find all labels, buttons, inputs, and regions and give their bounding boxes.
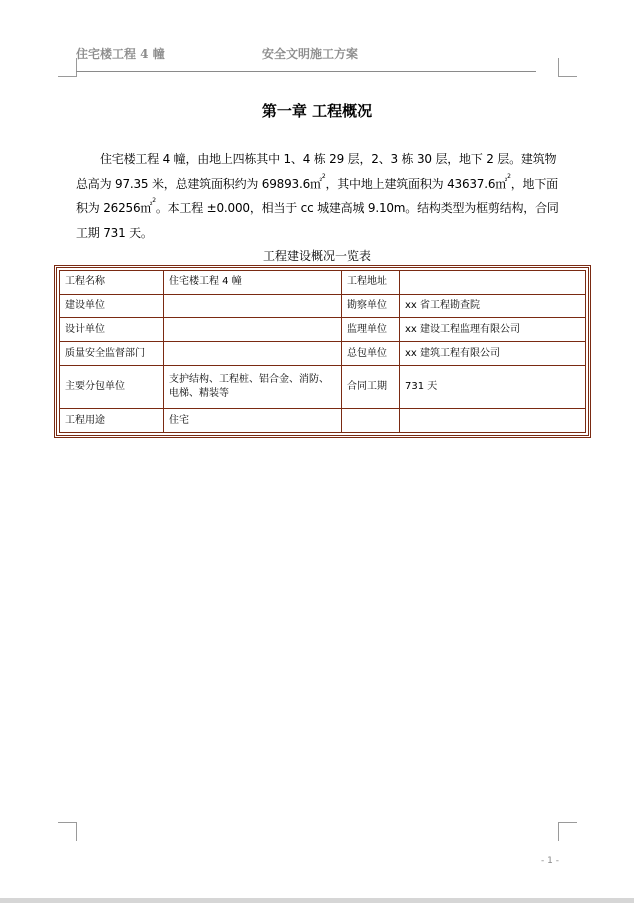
header-project-name: 住宅楼工程 4 幢 (76, 47, 165, 61)
table-cell: 建设单位 (60, 294, 164, 318)
overview-table-frame (54, 265, 591, 438)
superscript-1: 2 (321, 172, 326, 180)
table-cell: 支护结构、工程桩、铝合金、消防、电梯、精装等 (164, 365, 342, 408)
superscript-2: 2 (507, 172, 511, 180)
crop-mark-bottom-right (558, 822, 577, 841)
table-cell: 合同工期 (342, 365, 400, 408)
table-cell: 工程地址 (342, 271, 400, 295)
table-cell (342, 409, 400, 433)
table-cell (164, 318, 342, 342)
table-cell: 主要分包单位 (60, 365, 164, 408)
page-number: - 1 - (541, 856, 559, 866)
page-bottom-bar (0, 898, 634, 903)
table-cell: 住宅 (164, 409, 342, 433)
table-row (60, 365, 586, 408)
table-cell: 工程名称 (60, 271, 164, 295)
table-cell (164, 294, 342, 318)
table-cell: xx 建设工程监理有限公司 (400, 318, 586, 342)
table-cell: xx 建筑工程有限公司 (400, 342, 586, 366)
overview-table (59, 270, 586, 433)
crop-mark-top-right (558, 58, 577, 77)
table-cell: 总包单位 (342, 342, 400, 366)
table-cell (400, 271, 586, 295)
table-row (60, 271, 586, 295)
table-row (60, 342, 586, 366)
table-caption: 工程建设概况一览表 (262, 249, 371, 263)
crop-mark-top-left (58, 58, 77, 77)
paragraph-text-2: ，其中地上建筑面积为 43637.6㎡ (325, 176, 508, 191)
table-cell: 监理单位 (342, 318, 400, 342)
table-row (60, 409, 586, 433)
table-cell: 工程用途 (60, 409, 164, 433)
crop-mark-bottom-left (58, 822, 77, 841)
table-cell (164, 342, 342, 366)
superscript-3: 2 (152, 197, 156, 204)
header-doc-title: 安全文明施工方案 (262, 47, 359, 61)
paragraph-text-1: 住宅楼工程 4 幢，由地上四栋其中 1、4 栋 29 层，2、3 栋 30 层，地下 2 层。建筑物总高为 97.35 米，总建筑面积约为 69893.6㎡ (76, 152, 557, 191)
table-cell: 质量安全监督部门 (60, 342, 164, 366)
table-cell: xx 省工程勘查院 (400, 294, 586, 318)
paragraph-text-3: ，地下面积为 26256㎡ (76, 176, 558, 215)
table-row (60, 294, 586, 318)
table-cell: 勘察单位 (342, 294, 400, 318)
table-row (60, 318, 586, 342)
table-cell: 住宅楼工程 4 幢 (164, 271, 342, 295)
overview-paragraph (76, 147, 560, 245)
table-cell: 设计单位 (60, 318, 164, 342)
table-cell (400, 409, 586, 433)
page-header (76, 45, 536, 72)
paragraph-text-4: 。本工程 ±0.000，相当于 cc 城建高城 9.10m。结构类型为框剪结构，合同工期 731 天。 (76, 201, 559, 240)
table-cell: 731 天 (400, 365, 586, 408)
chapter-title: 第一章 工程概况 (261, 102, 373, 120)
